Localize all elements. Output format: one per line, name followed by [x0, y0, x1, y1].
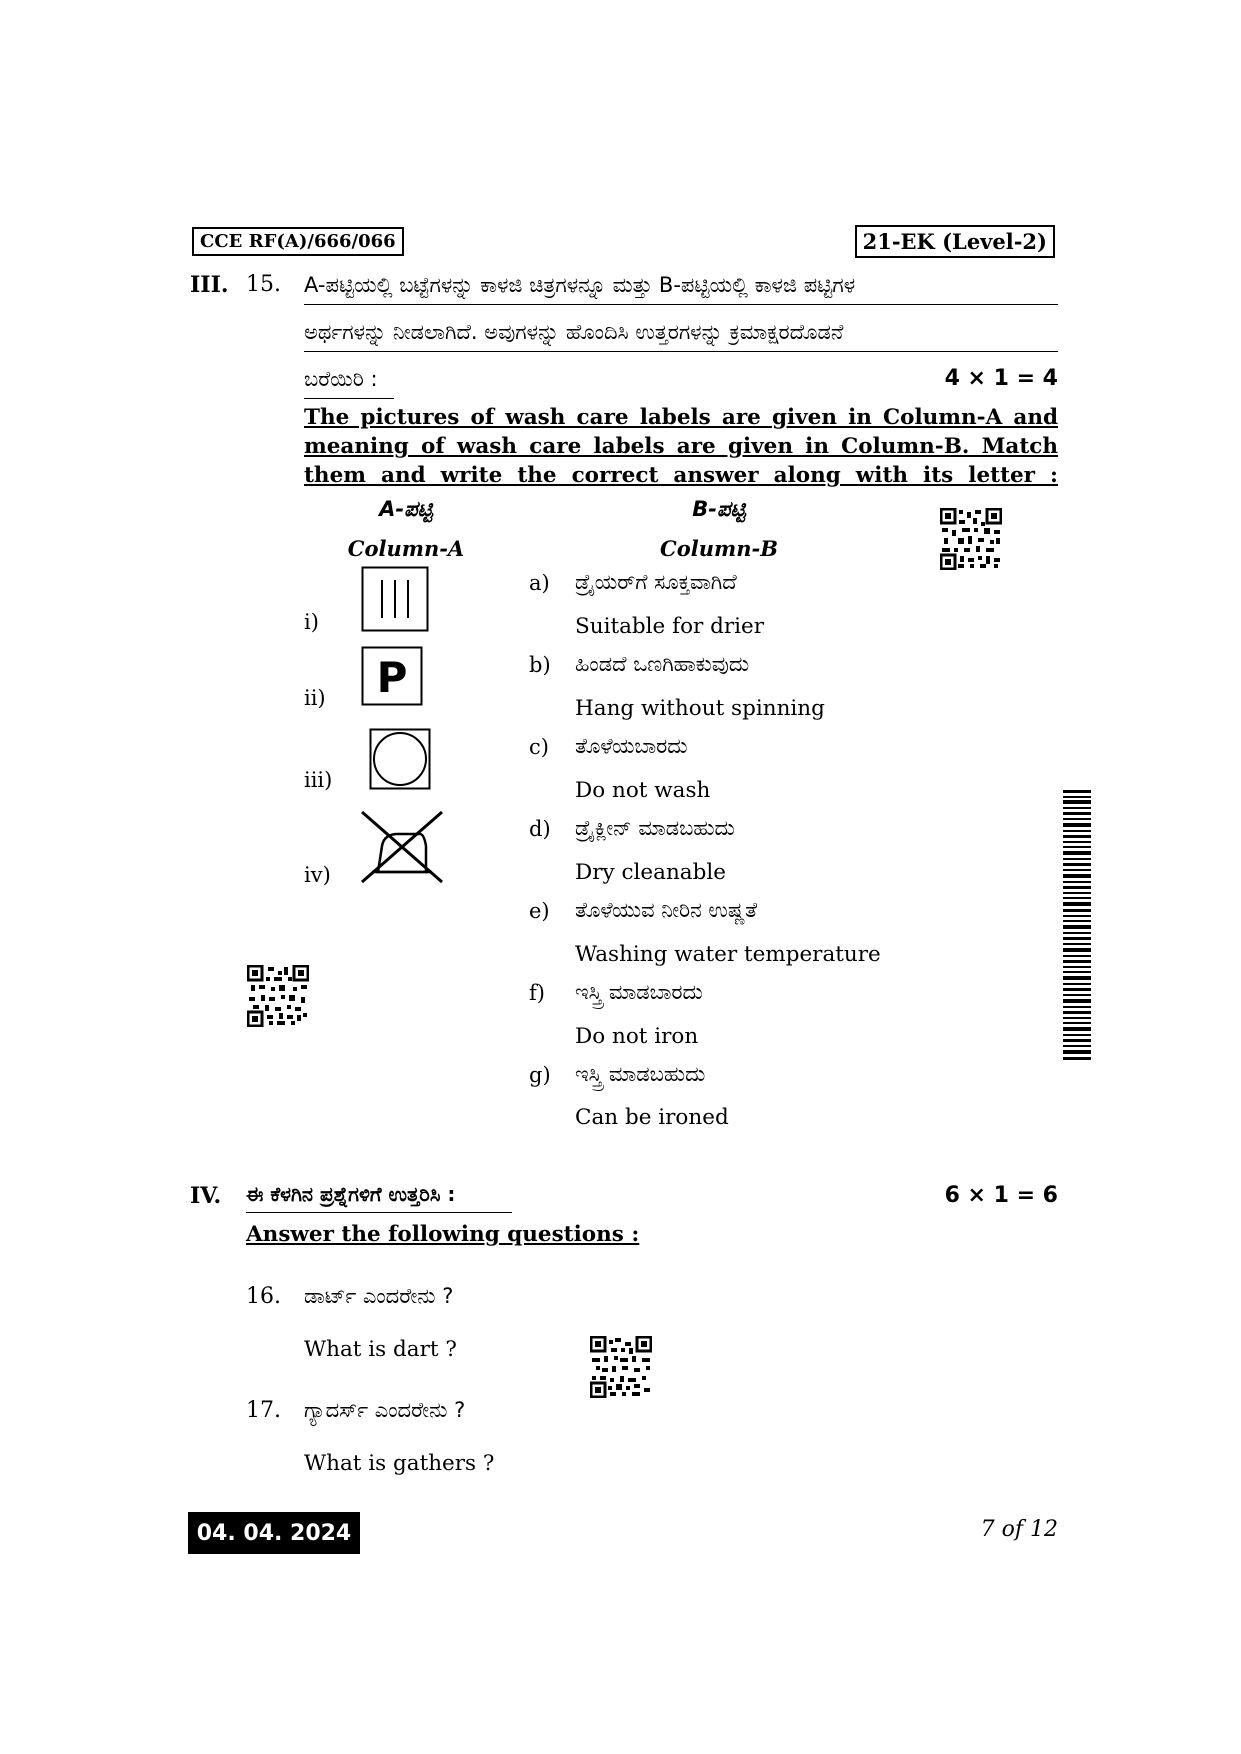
question-kn-line-3: ಬರೆಯಿರಿ :	[304, 367, 394, 399]
do-not-iron-icon	[358, 808, 446, 886]
column-b-kn-text: ಇಸ್ತ್ರಿ ಮಾಡಬಹುದು	[575, 1062, 706, 1086]
section-number: III.	[190, 272, 229, 298]
column-a-item-num: iii)	[304, 768, 333, 792]
qr-code-icon	[940, 508, 1002, 570]
section-number: IV.	[190, 1183, 222, 1209]
question-en-line-3: them and write the correct answer along with its letter :	[304, 463, 1058, 488]
page-number: 7 of 12	[980, 1517, 1058, 1542]
column-b-kn-text: ಡ್ರೈಯರ್‌ಗೆ ಸೂಕ್ತವಾಗಿದೆ	[575, 570, 737, 594]
paper-code: CCE RF(A)/666/066	[192, 227, 404, 256]
column-b-en-text: Hang without spinning	[575, 696, 825, 721]
column-a-heading: Column-A	[347, 536, 465, 561]
svg-text:P: P	[376, 653, 408, 702]
question-kn-line-2: ಅರ್ಥಗಳನ್ನು ನೀಡಲಾಗಿದೆ. ಅವುಗಳನ್ನು ಹೊಂದಿಸಿ ಉತ್ತರಗಳನ್ನು ಕ್ರಮಾಕ್ಷರದೊಡನೆ	[304, 320, 1058, 352]
question-17-en: What is gathers ?	[304, 1451, 495, 1476]
qr-code-icon	[247, 965, 309, 1027]
exam-date-badge: 04. 04. 2024	[188, 1512, 360, 1554]
question-number: 16.	[246, 1284, 281, 1309]
column-b-kn-text: ಹಿಂಡದೆ ಒಣಗಿಹಾಕುವುದು	[575, 652, 750, 676]
dry-clean-p-icon	[361, 646, 423, 706]
tumble-dry-icon	[369, 728, 431, 790]
column-b-en-text: Dry cleanable	[575, 860, 726, 885]
column-b-en-text: Do not iron	[575, 1024, 699, 1049]
question-16-en: What is dart ?	[304, 1337, 457, 1362]
column-b-kn-text: ಇಸ್ತ್ರಿ ಮಾಡಬಾರದು	[575, 980, 703, 1004]
column-b-en-text: Suitable for drier	[575, 614, 765, 639]
column-b-letter: a)	[529, 571, 550, 595]
column-b-letter: b)	[529, 653, 551, 677]
question-17-kn: ಗ್ಯಾದರ್ಸ್ ಎಂದರೇನು ?	[304, 1398, 466, 1422]
column-b-letter: d)	[529, 817, 551, 841]
question-kn-line-1: A-ಪಟ್ಟಿಯಲ್ಲಿ ಬಟ್ಟೆಗಳನ್ನು ಕಾಳಜಿ ಚಿತ್ರಗಳನ್ನೂ ಮತ್ತು B-ಪಟ್ಟಿಯಲ್ಲಿ ಕಾಳಜಿ ಪಟ್ಟಿಗಳ	[304, 273, 1058, 305]
question-number: 15.	[246, 272, 281, 297]
column-b-en-text: Washing water temperature	[575, 942, 881, 967]
section4-marks: 6 × 1 = 6	[944, 1183, 1058, 1208]
drip-dry-icon	[361, 566, 429, 632]
column-b-heading: Column-B	[660, 536, 778, 561]
column-b-kn-text: ತೊಳೆಯಬಾರದು	[575, 734, 688, 758]
column-b-letter: f)	[529, 981, 545, 1005]
column-b-en-text: Do not wash	[575, 778, 711, 803]
column-b-letter: c)	[529, 735, 549, 759]
barcode-icon	[1063, 790, 1091, 1060]
qr-code-icon	[590, 1336, 652, 1398]
column-b-letter: g)	[529, 1063, 551, 1087]
question-en-line-2: meaning of wash care labels are given in Column-B. Match	[304, 434, 1058, 459]
marks-label: 4 × 1 = 4	[944, 366, 1058, 391]
column-b-kn-text: ಡ್ರೈಕ್ಲೀನ್ ಮಾಡಬಹುದು	[575, 816, 735, 840]
column-a-kn-heading: A-ಪಟ್ಟಿ	[379, 497, 433, 521]
column-b-en-text: Can be ironed	[575, 1105, 729, 1130]
question-en-text	[304, 403, 1058, 490]
column-b-kn-text: ತೊಳೆಯುವ ನೀರಿನ ಉಷ್ಣತೆ	[575, 898, 758, 922]
section4-kn-instruction: ಈ ಕೆಳಗಿನ ಪ್ರಶ್ನೆಗಳಿಗೆ ಉತ್ತರಿಸಿ :	[246, 1182, 512, 1213]
paper-level: 21-EK (Level-2)	[855, 225, 1055, 258]
question-en-line-1: The pictures of wash care labels are given in Column-A and	[304, 405, 1058, 430]
question-number: 17.	[246, 1398, 281, 1423]
column-a-item-num: i)	[304, 610, 319, 634]
section4-en-instruction: Answer the following questions :	[246, 1222, 640, 1247]
column-b-letter: e)	[529, 899, 550, 923]
column-a-item-num: iv)	[304, 863, 331, 887]
question-16-kn: ಡಾರ್ಟ್ ಎಂದರೇನು ?	[304, 1284, 454, 1308]
column-a-item-num: ii)	[304, 686, 326, 710]
column-b-kn-heading: B-ಪಟ್ಟಿ	[692, 497, 746, 521]
